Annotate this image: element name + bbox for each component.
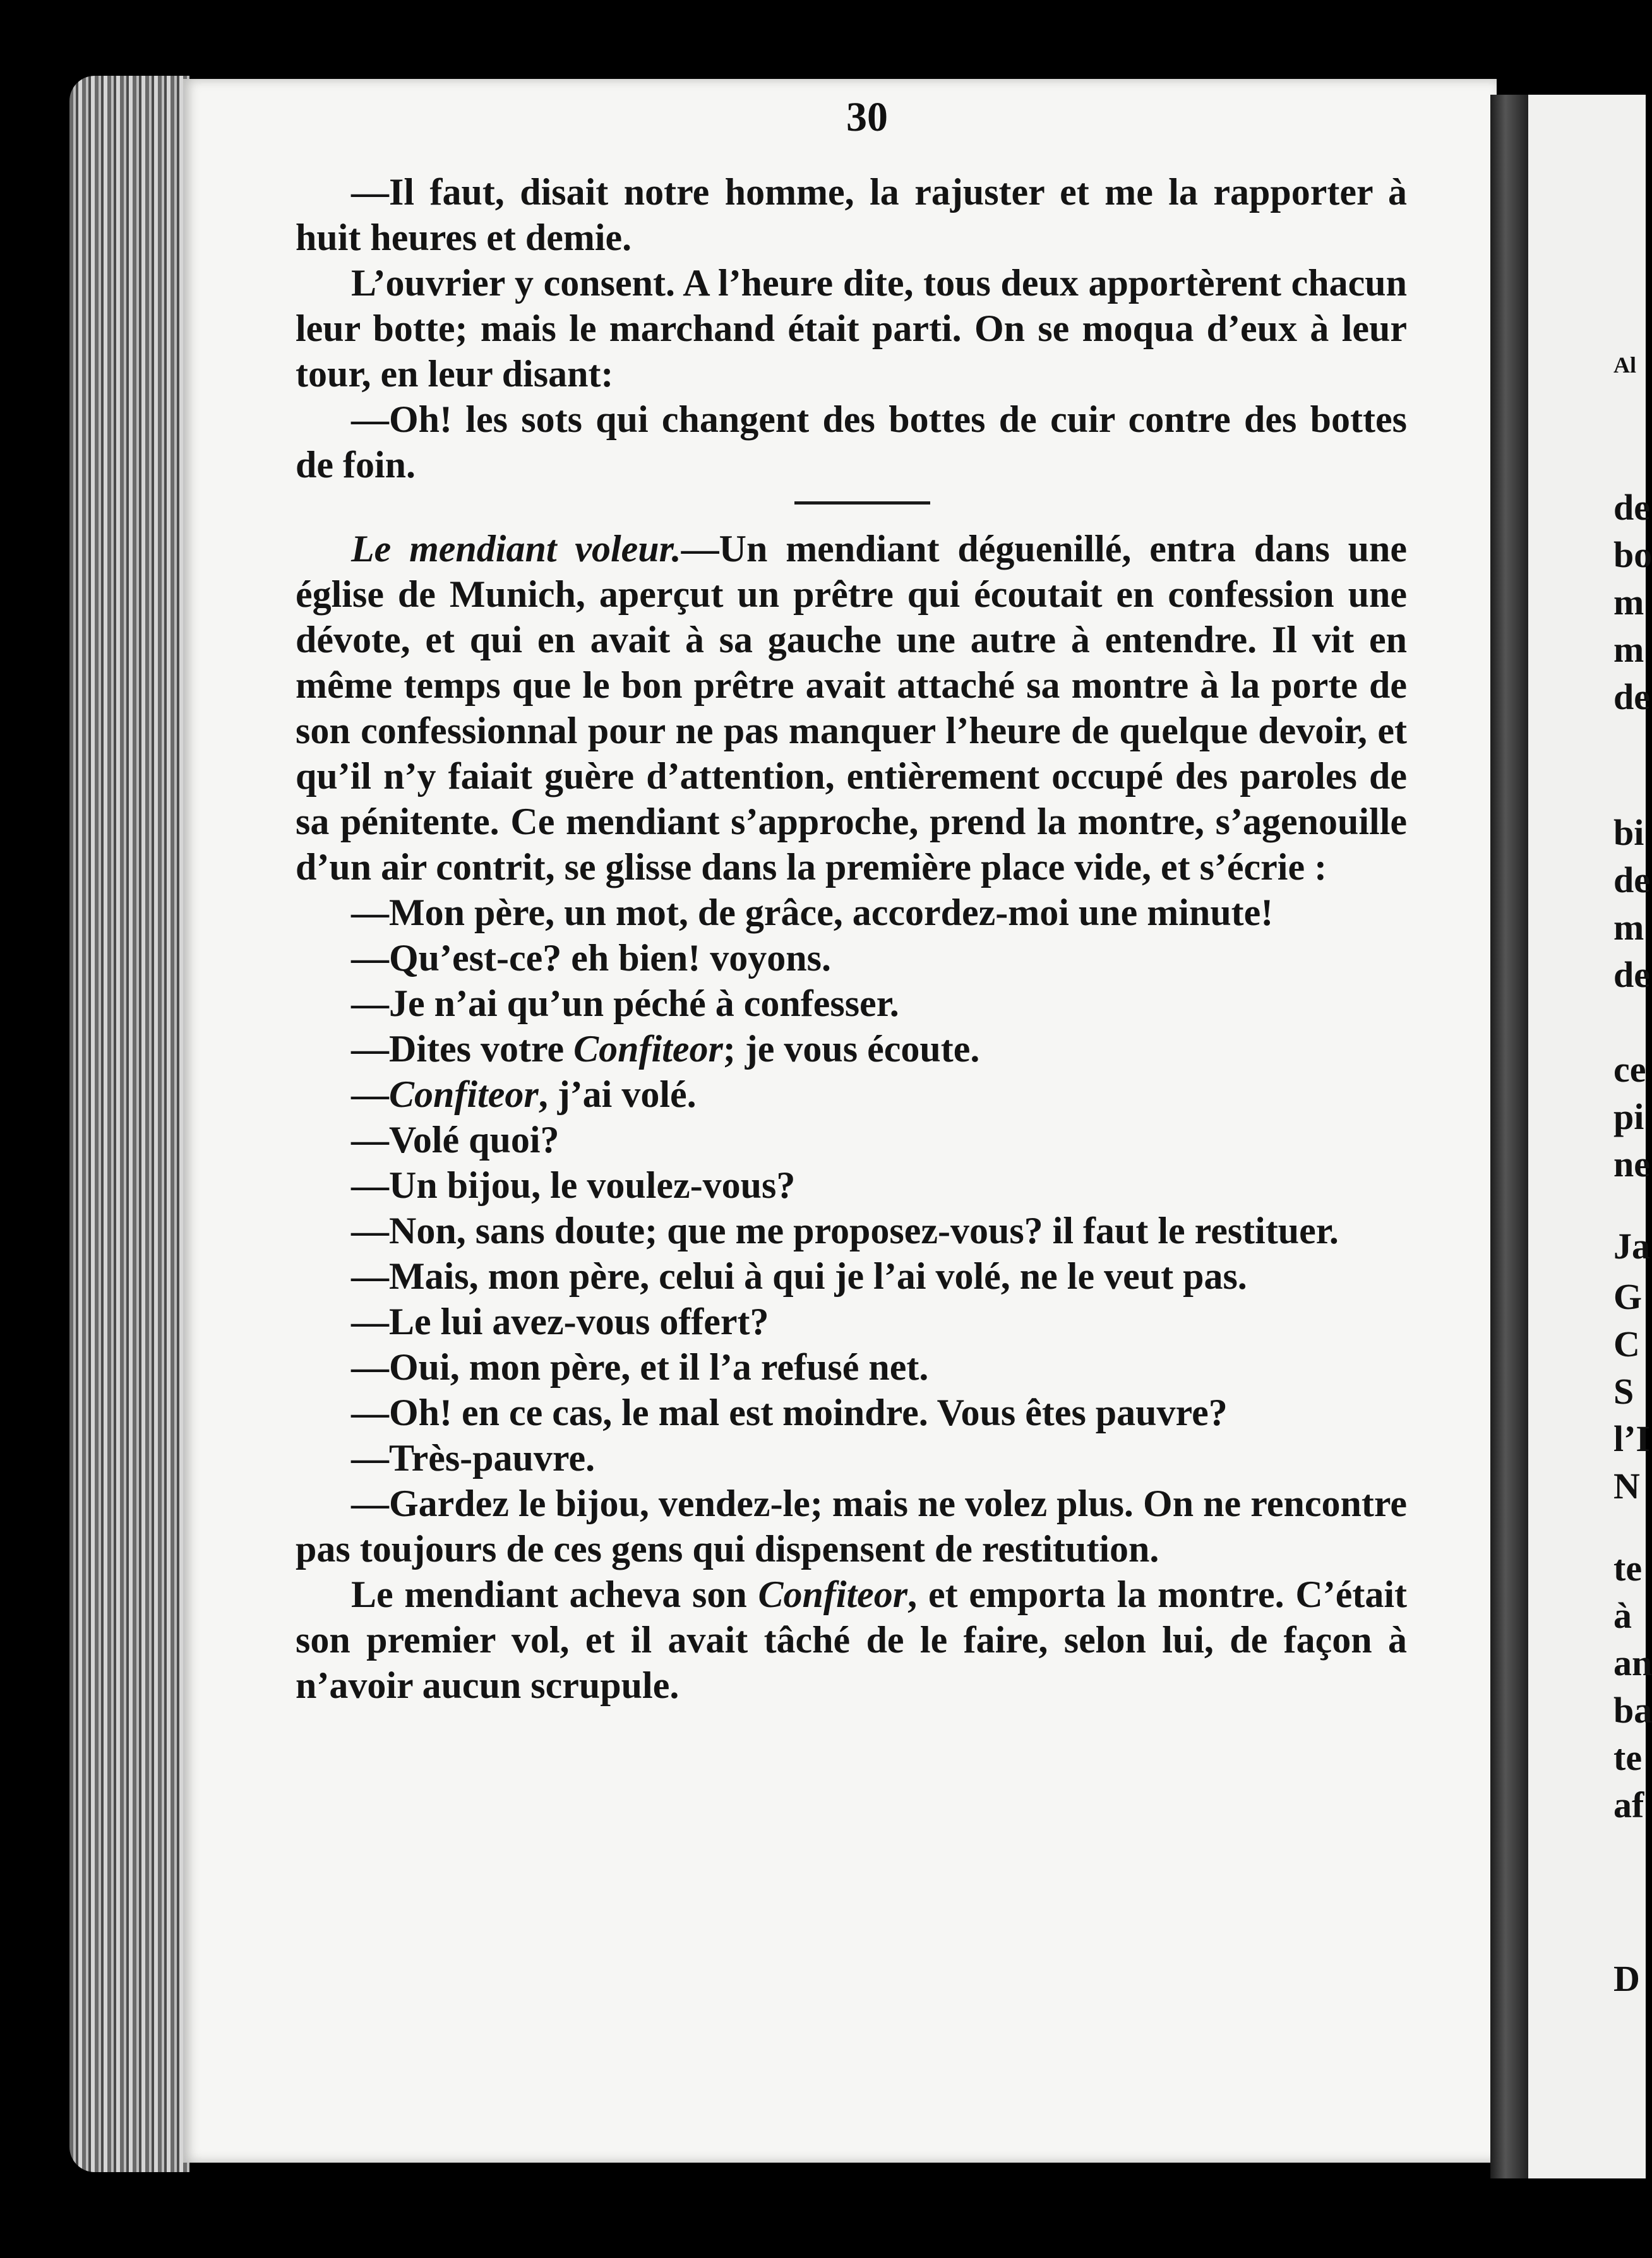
facing-page-fragment: à <box>1613 1595 1632 1636</box>
facing-page-fragment: de <box>1613 954 1650 995</box>
facing-page-fragment: bo <box>1613 534 1652 575</box>
facing-page-fragment: te <box>1613 1548 1643 1589</box>
dialogue-text: —Dites votre <box>351 1028 574 1070</box>
story-opening-paragraph <box>296 526 1407 890</box>
book-gutter <box>1490 95 1528 2178</box>
facing-page-fragment: N <box>1613 1466 1640 1507</box>
paragraph: —Il faut, disait notre homme, la rajuster et me la rapporter à huit heures et demie. <box>296 171 1407 258</box>
facing-page-fragment: G <box>1613 1276 1643 1317</box>
dialogue-line: —Le lui avez-vous offert? <box>351 1301 769 1342</box>
paragraph: L’ouvrier y consent. A l’heure dite, tous deux apportèrent chacun leur botte; mais le marchand était parti. On se moqua d’eux à leur tour, en leur disant: <box>296 262 1407 395</box>
facing-page-fragment: m <box>1613 629 1644 670</box>
facing-page-fragment: an <box>1613 1642 1652 1683</box>
dialogue-text: ; je vous écoute. <box>722 1028 980 1070</box>
dialogue-text: , j’ai volé. <box>538 1073 697 1115</box>
story-opening-text: —Un mendiant déguenillé, entra dans une église de Munich, aperçut un prêtre qui écoutait en confession une dévote, et qui en avait à sa gauche une autre à entendre. Il vit en même temps que le bon prêtre avait attaché sa montre à la porte de son confessionnal pour ne pas manquer l’heure de quelque devoir, et qu’il n’y faiait guère d’attention, entièrement occupé des paroles de sa pénitente. Ce mendiant s’approche, prend la montre, s’agenouille d’un air contrit, se glisse dans la première place vide, et s’écrie : <box>296 528 1407 888</box>
facing-page-fragment: te <box>1613 1737 1643 1778</box>
facing-page-fragment: ba <box>1613 1690 1652 1731</box>
dialogue-line: —Mais, mon père, celui à qui je l’ai volé, ne le veut pas. <box>351 1255 1247 1297</box>
closing-paragraph <box>296 1572 1407 1708</box>
facing-page-fragment: D <box>1613 1958 1640 1999</box>
page-number: 30 <box>846 94 888 140</box>
book-spine-edge <box>69 76 189 2172</box>
facing-page-fragment: ne <box>1613 1144 1650 1185</box>
dialogue-line: —Je n’ai qu’un péché à confesser. <box>351 983 899 1024</box>
dialogue-line <box>296 1072 1407 1117</box>
facing-page-fragment: l’I <box>1613 1418 1650 1459</box>
facing-page-fragment: bi <box>1613 812 1644 853</box>
confiteor-italic: Confiteor <box>389 1073 539 1115</box>
confiteor-italic: Confiteor <box>573 1028 723 1070</box>
dialogue-line <box>296 1026 1407 1072</box>
dialogue-text: — <box>351 1073 389 1115</box>
dialogue-line: —Un bijou, le voulez-vous? <box>351 1164 796 1206</box>
closing-text: , et emporta la montre. C’était son premier vol, et il avait tâché de le faire, selon lui, de façon à n’avoir aucun scrupule. <box>296 1574 1407 1706</box>
story-title: Le mendiant voleur. <box>351 528 681 570</box>
facing-page-fragment: m <box>1613 907 1644 948</box>
paragraph: —Oh! les sots qui changent des bottes de cuir contre des bottes de foin. <box>296 398 1407 486</box>
facing-page-fragment: S <box>1613 1371 1634 1412</box>
facing-page-fragment: de <box>1613 676 1650 717</box>
dialogue-line: —Qu’est-ce? eh bien! voyons. <box>351 937 831 979</box>
confiteor-italic: Confiteor <box>758 1574 908 1615</box>
facing-page-fragment: de <box>1613 487 1650 528</box>
facing-page-fragment: pi <box>1613 1096 1644 1137</box>
facing-page-fragment: C <box>1613 1323 1640 1365</box>
section-separator <box>794 501 930 505</box>
page-text <box>296 169 1407 1708</box>
dialogue-line: —Oui, mon père, et il l’a refusé net. <box>351 1346 929 1388</box>
facing-page-fragment: Al <box>1613 352 1636 378</box>
facing-page-fragment: af <box>1613 1784 1644 1825</box>
dialogue-line: —Volé quoi? <box>351 1119 560 1161</box>
dialogue-line: —Très-pauvre. <box>351 1437 596 1479</box>
dialogue-line: —Non, sans doute; que me proposez-vous? il faut le restituer. <box>351 1210 1339 1251</box>
dialogue-line: —Mon père, un mot, de grâce, accordez-moi une minute! <box>351 892 1274 933</box>
dialogue-line: —Oh! en ce cas, le mal est moindre. Vous êtes pauvre? <box>351 1392 1228 1433</box>
facing-page-fragment: de <box>1613 859 1650 900</box>
facing-page-fragment: Ja <box>1613 1226 1650 1267</box>
dialogue-line: —Gardez le bijou, vendez-le; mais ne volez plus. On ne rencontre pas toujours de ces gens qui dispensent de restitution. <box>296 1483 1407 1570</box>
facing-page-fragment: ce <box>1613 1049 1646 1090</box>
closing-text: Le mendiant acheva son <box>351 1574 758 1615</box>
facing-page-fragment: m <box>1613 582 1644 623</box>
